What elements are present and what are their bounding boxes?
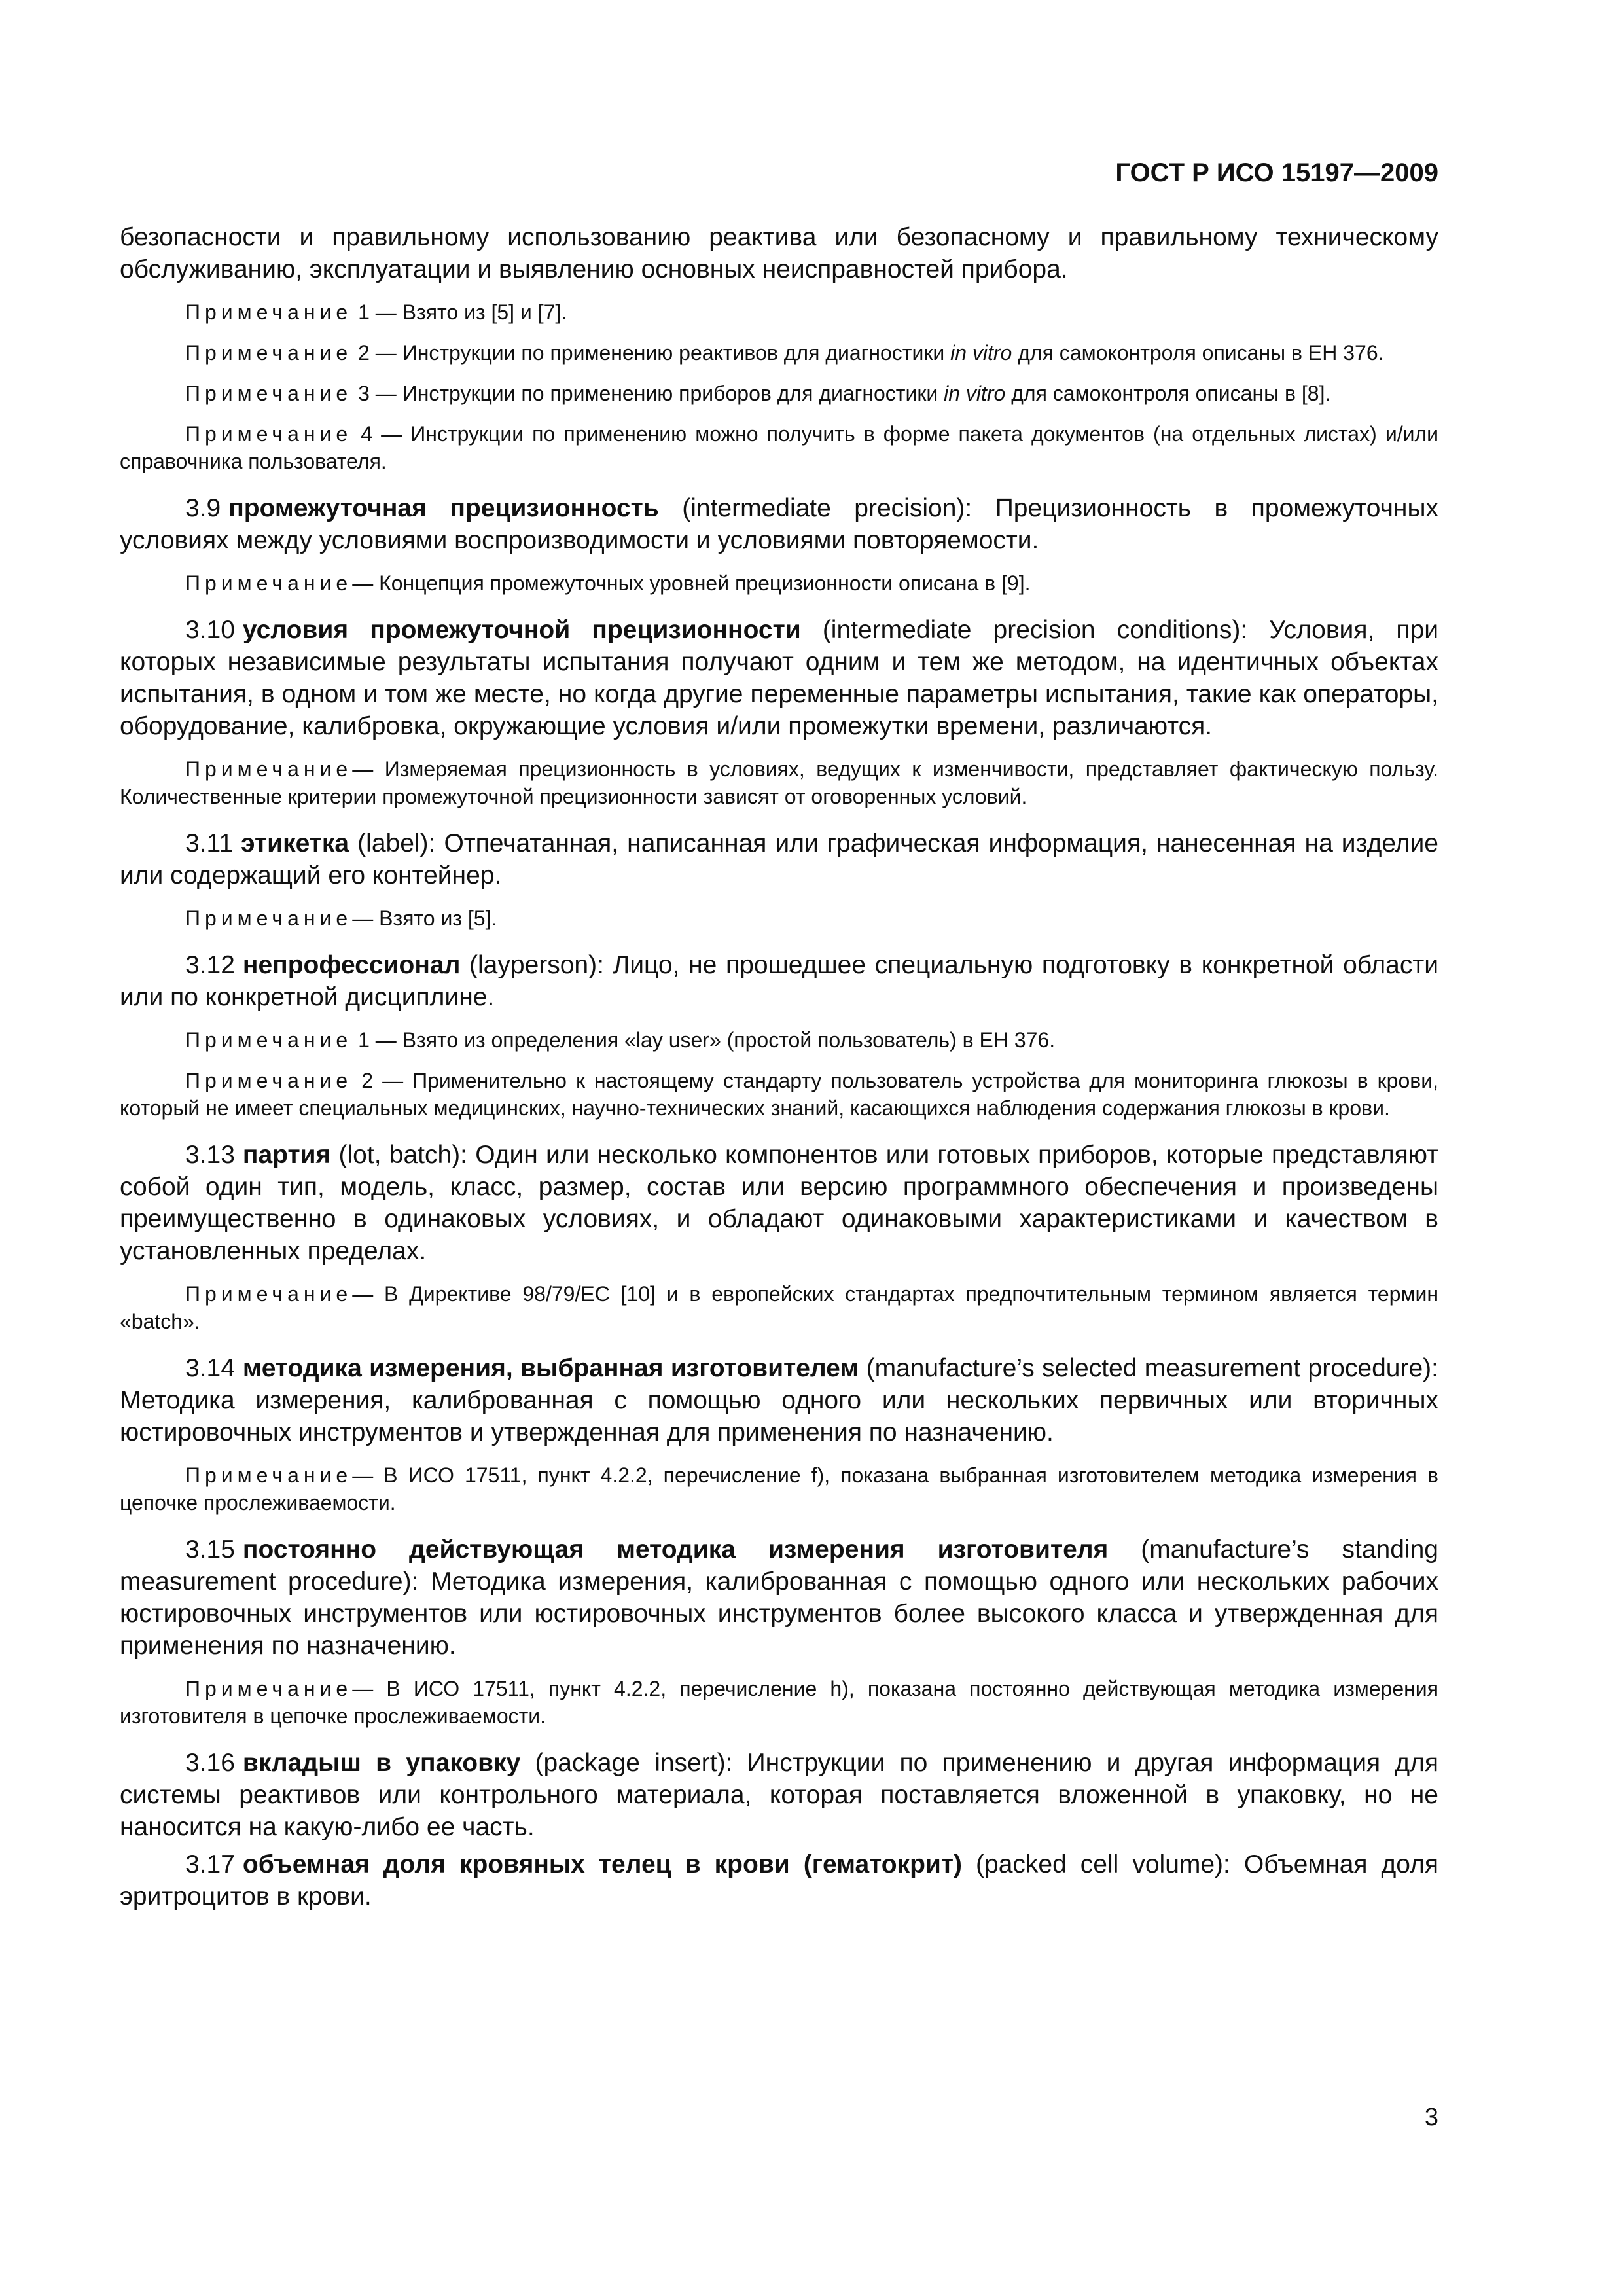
entry-number: 3.17 — [185, 1850, 235, 1878]
note-italic-term: in vitro — [944, 382, 1006, 405]
intro-paragraph: безопасности и правильному использованию реактива или безопасному и правильному техническому обслуживанию, эксплуатации и выявлению основных неисправностей прибора. — [120, 223, 1438, 283]
entry-number: 3.15 — [185, 1535, 235, 1564]
entry-definition: Инструкции по применению и другая информация для системы реактивов или контрольного материала, которая поставляется вложенной в упаковку, но не наносится на какую-либо ее часть. — [120, 1749, 1438, 1841]
entry-number: 3.11 — [185, 829, 234, 857]
note-text: — Применительно к настоящему стандарту пользователь устройства для мониторинга глюкозы в крови, который не имеет специальных медицинских, научно-технических знаний, касающихся наблюдения содержания глюкозы в крови. — [120, 1069, 1439, 1120]
note-label: Примечание — [185, 1463, 353, 1487]
note-label: Примечание — [185, 382, 353, 405]
entry-term: промежуточная прецизионность — [228, 494, 659, 522]
note — [120, 755, 1438, 810]
definition-paragraph — [120, 1747, 1438, 1843]
note-text: — Взято из [5]. — [352, 906, 497, 930]
note-label: Примечание — [185, 300, 353, 324]
entry-english-term: (packed cell volume): — [976, 1850, 1230, 1878]
note-text: — В Директиве 98/79/ЕС [10] и в европейских стандартах предпочтительным термином является термин «batch». — [120, 1282, 1438, 1333]
entry-definition: Отпечатанная, написанная или графическая информация, нанесенная на изделие или содержащий его контейнер. — [120, 829, 1438, 889]
definition-entry-3-10 — [120, 614, 1438, 810]
definition-paragraph — [120, 614, 1438, 742]
entry-english-term: (label): — [357, 829, 436, 857]
entry-english-term: (manufacture’s standing measurement procedure): — [120, 1535, 1438, 1596]
entry-definition: Методика измерения, калиброванная с помощью одного или нескольких первичных или вторичных юстировочных инструментов и утвержденная для применения по назначению. — [120, 1386, 1438, 1446]
entry-english-term: (manufacture’s selected measurement procedure): — [866, 1354, 1438, 1382]
top-notes — [120, 298, 1438, 475]
entry-definition: Прецизионность в промежуточных условиях между условиями воспроизводимости и условиями повторяемости. — [120, 494, 1438, 554]
entry-number: 3.13 — [185, 1141, 235, 1169]
note-text: — Инструкции по применению можно получить в форме пакета документов (на отдельных листах) и/или справочника пользователя. — [120, 422, 1439, 473]
note — [120, 1067, 1438, 1122]
note-label: Примечание — [185, 422, 353, 446]
note-label: Примечание — [185, 906, 353, 930]
note-number: 4 — [361, 422, 373, 446]
definition-paragraph — [120, 1352, 1438, 1448]
entry-english-term: (intermediate precision): — [682, 494, 972, 522]
note — [120, 298, 1438, 326]
entry-term: партия — [242, 1141, 331, 1169]
entry-english-term: (layperson): — [469, 951, 604, 979]
entry-definition: Объемная доля эритроцитов в крови. — [120, 1850, 1439, 1910]
note — [120, 1462, 1438, 1516]
definition-paragraph — [120, 1848, 1438, 1912]
note-number: 1 — [358, 300, 370, 324]
entry-english-term: (package insert): — [535, 1749, 733, 1777]
note-label: Примечание — [185, 757, 353, 781]
definition-entry-3-16 — [120, 1747, 1438, 1843]
definition-paragraph — [120, 827, 1438, 891]
note-label: Примечание — [185, 1677, 353, 1700]
note-text: — В ИСО 17511, пункт 4.2.2, перечисление f), показана выбранная изготовителем методика измерения в цепочке прослеживаемости. — [120, 1463, 1438, 1515]
entry-definition: Лицо, не прошедшее специальную подготовку в конкретной области или по конкретной дисциплине. — [120, 951, 1438, 1011]
definition-entry-3-9 — [120, 492, 1438, 597]
note-text: для самоконтроля описаны в [8]. — [1005, 382, 1331, 405]
document-code-header: ГОСТ Р ИСО 15197—2009 — [1115, 158, 1438, 187]
entry-number: 3.12 — [185, 951, 235, 979]
definition-paragraph — [120, 949, 1438, 1013]
note-number: 2 — [358, 341, 370, 365]
note — [120, 420, 1438, 475]
note-text: — Взято из [5] и [7]. — [375, 300, 567, 324]
note-text: — Инструкции по применению приборов для диагностики — [375, 382, 944, 405]
definition-entry-3-11 — [120, 827, 1438, 932]
entry-term: условия промежуточной прецизионности — [242, 616, 801, 644]
note — [120, 905, 1438, 932]
definition-entry-3-15 — [120, 1534, 1438, 1730]
note — [120, 569, 1438, 597]
entry-definition: Методика измерения, калиброванная с помощью одного или нескольких рабочих юстировочных инструментов или юстировочных инструментов более высокого класса и утвержденная для применения по назначению. — [120, 1568, 1438, 1660]
entry-definition: Условия, при которых независимые результаты испытания получают одним и тем же методом, на идентичных объектах испытания, в одном и том же месте, но когда другие переменные параметры испытания, такие как операторы, оборудование, калибровка, окружающие условия и/или промежутки времени, различаются. — [120, 616, 1438, 740]
entry-number: 3.16 — [185, 1749, 235, 1777]
definition-paragraph — [120, 492, 1438, 556]
document-page — [120, 157, 1438, 1912]
note — [120, 380, 1438, 407]
entry-number: 3.14 — [185, 1354, 235, 1382]
note-text: для самоконтроля описаны в ЕН 376. — [1012, 341, 1384, 365]
entry-term: этикетка — [241, 829, 349, 857]
note-label: Примечание — [185, 1282, 353, 1306]
note-text: — Концепция промежуточных уровней прецизионности описана в [9]. — [352, 571, 1031, 595]
note-text: — Инструкции по применению реактивов для диагностики — [375, 341, 951, 365]
definition-paragraph — [120, 1534, 1438, 1662]
definition-entry-3-14 — [120, 1352, 1438, 1516]
page-number: 3 — [1424, 2104, 1438, 2131]
note-label: Примечание — [185, 1069, 353, 1092]
definition-paragraph — [120, 1139, 1438, 1267]
entry-term: вкладыш в упаковку — [242, 1749, 521, 1777]
definition-entry-3-13 — [120, 1139, 1438, 1335]
note — [120, 1280, 1438, 1335]
entry-term: непрофессионал — [242, 951, 461, 979]
entry-term: объемная доля кровяных телец в крови (гематокрит) — [242, 1850, 962, 1878]
definition-entry-3-12 — [120, 949, 1438, 1122]
entry-number: 3.9 — [185, 494, 221, 522]
note-text: — Измеряемая прецизионность в условиях, ведущих к изменчивости, представляет фактическую пользу. Количественные критерии промежуточной прецизионности зависят от оговоренных условий. — [120, 757, 1438, 808]
note-number: 2 — [361, 1069, 374, 1092]
note-label: Примечание — [185, 341, 353, 365]
note-text: — В ИСО 17511, пункт 4.2.2, перечисление h), показана постоянно действующая методика измерения изготовителя в цепочке прослеживаемости. — [120, 1677, 1438, 1728]
note-italic-term: in vitro — [950, 341, 1012, 365]
note-text: — Взято из определения «lay user» (простой пользователь) в ЕН 376. — [375, 1028, 1056, 1052]
entry-term: методика измерения, выбранная изготовителем — [242, 1354, 859, 1382]
note-label: Примечание — [185, 1028, 353, 1052]
note — [120, 1026, 1438, 1054]
definition-entry-3-17 — [120, 1848, 1438, 1912]
entry-number: 3.10 — [185, 616, 235, 644]
note — [120, 1675, 1438, 1730]
note-label: Примечание — [185, 571, 353, 595]
entry-english-term: (lot, batch): — [338, 1141, 468, 1169]
entry-definition: Один или несколько компонентов или готовых приборов, которые представляют собой один тип, модель, класс, размер, состав или версию программного обеспечения и произведены преимущественно в одинаковых условиях, и обладают одинаковыми характеристиками и качеством в установленных пределах. — [120, 1141, 1438, 1265]
entry-term: постоянно действующая методика измерения изготовителя — [242, 1535, 1109, 1564]
note-number: 1 — [358, 1028, 370, 1052]
note-number: 3 — [358, 382, 370, 405]
entry-english-term: (intermediate precision conditions): — [822, 616, 1248, 644]
note — [120, 339, 1438, 367]
